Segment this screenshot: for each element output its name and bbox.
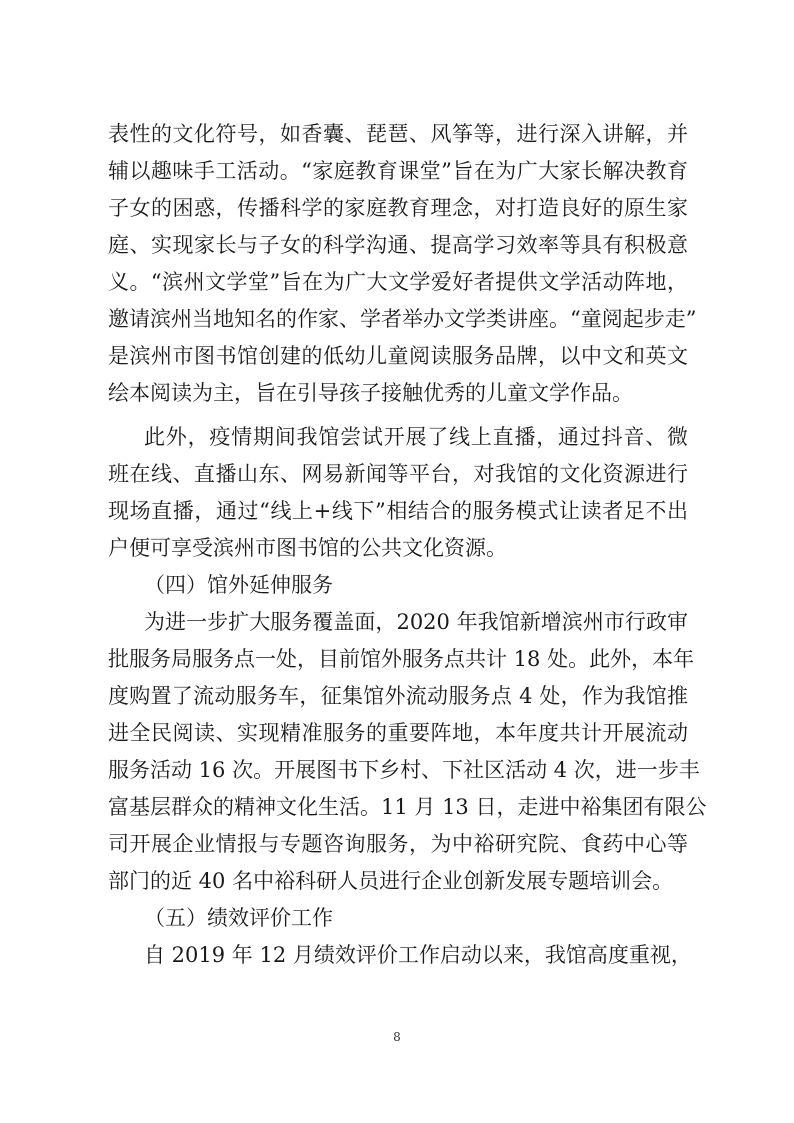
text-line: 是滨州市图书馆创建的低幼儿童阅读服务品牌，以中文和英文	[108, 344, 688, 368]
text-line: 绘本阅读为主，旨在引导孩子接触优秀的儿童文学作品。	[108, 381, 633, 405]
section-heading-outreach	[108, 567, 688, 604]
text-line: 进全民阅读、实现精准服务的重要阵地，本年度共计开展流动	[108, 721, 688, 745]
page-number: 8	[393, 1030, 401, 1044]
section-heading: （四）馆外延伸服务	[144, 573, 333, 597]
paragraph-online-live	[108, 419, 688, 567]
text-line: 班在线、直播山东、网易新闻等平台，对我馆的文化资源进行	[108, 462, 688, 486]
text-line: 批服务局服务点一处，目前馆外服务点共计 18 处。此外，本年	[108, 647, 695, 671]
text-line: 自 2019 年 12 月绩效评价工作启动以来，我馆高度重视，	[144, 943, 692, 967]
text-line: 为进一步扩大服务覆盖面，2020 年我馆新增滨州市行政审	[144, 610, 688, 634]
text-line: 户便可享受滨州市图书馆的公共文化资源。	[108, 536, 507, 560]
text-line: 义。“滨州文学堂”旨在为广大文学爱好者提供文学活动阵地，	[108, 270, 688, 294]
text-line: 子女的困惑，传播科学的家庭教育理念，对打造良好的原生家	[108, 196, 688, 220]
text-line: 部门的近 40 名中裕科研人员进行企业创新发展专题培训会。	[108, 869, 674, 893]
paragraph-cultural-activities	[108, 116, 697, 412]
paragraph-outreach-services	[108, 604, 707, 900]
text-line: 表性的文化符号，如香囊、琵琶、风筝等，进行深入讲解，并	[108, 122, 688, 146]
text-line: 此外，疫情期间我馆尝试开展了线上直播，通过抖音、微	[144, 425, 688, 449]
text-line: 司开展企业情报与专题咨询服务，为中裕研究院、食药中心等	[108, 832, 688, 856]
text-line: 度购置了流动服务车，征集馆外流动服务点 4 处，作为我馆推	[108, 684, 688, 708]
text-line: 邀请滨州当地知名的作家、学者举办文学类讲座。“童阅起步走”	[108, 307, 697, 331]
text-line: 庭、实现家长与子女的科学沟通、提高学习效率等具有积极意	[108, 233, 688, 257]
paragraph-performance-evaluation	[108, 937, 692, 974]
section-heading: （五）绩效评价工作	[144, 906, 333, 930]
text-line: 辅以趣味手工活动。“家庭教育课堂”旨在为广大家长解决教育	[108, 159, 688, 183]
text-line: 现场直播，通过“线上+线下”相结合的服务模式让读者足不出	[108, 499, 688, 523]
text-line: 服务活动 16 次。开展图书下乡村、下社区活动 4 次，进一步丰	[108, 758, 700, 782]
text-line: 富基层群众的精神文化生活。11 月 13 日，走进中裕集团有限公	[108, 795, 707, 819]
section-heading-performance	[108, 900, 688, 937]
